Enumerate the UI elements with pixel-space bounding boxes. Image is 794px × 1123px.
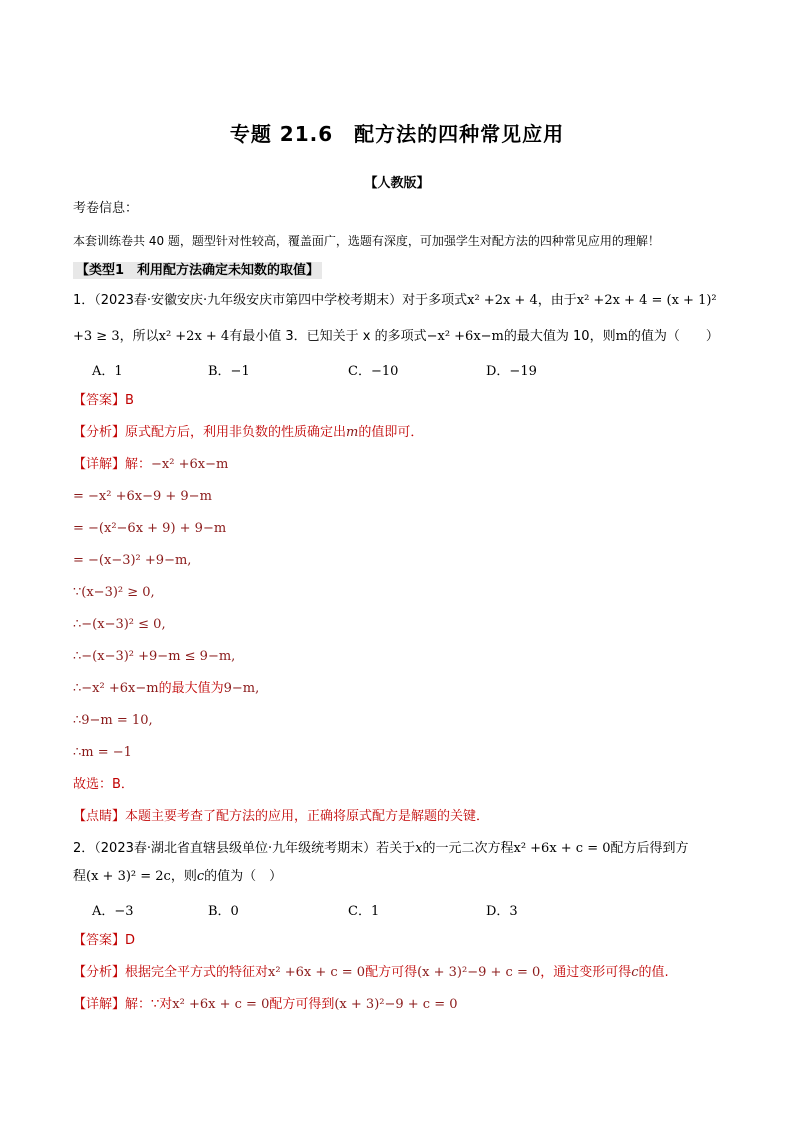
analysis-math: c bbox=[631, 965, 639, 980]
q1-text: 的值为（ ） bbox=[627, 329, 719, 344]
info-label: 考卷信息： bbox=[73, 201, 139, 216]
detail-math: x² +6x + c = 0 bbox=[172, 997, 270, 1012]
analysis-math: (x + 3)²−9 + c = 0 bbox=[417, 965, 541, 980]
detail-text: 配方可得到 bbox=[269, 997, 335, 1012]
q2-text: 配方后得到方 bbox=[610, 841, 689, 856]
q1-text: 1．（2023春·安徽安庆·九年级安庆市第四中学校考期末）对于多项式 bbox=[73, 293, 468, 308]
q1-step: ∴−(x−3)² +9−m ≤ 9−m, bbox=[73, 649, 236, 664]
q2-option-c: C．1 bbox=[348, 904, 380, 919]
analysis-math: x² +6x + c = 0 bbox=[268, 965, 366, 980]
analysis-text: 的值即可． bbox=[358, 425, 424, 440]
q1-option-a: A．1 bbox=[92, 364, 123, 379]
point-tag: 【点睛】 bbox=[73, 809, 126, 824]
q1-math: −x² +6x−m bbox=[426, 329, 504, 344]
q1-text: 的最大值为 10，则 bbox=[503, 329, 616, 344]
q1-step: = −x² +6x−9 + 9−m bbox=[73, 489, 212, 504]
q1-math: m bbox=[615, 329, 628, 344]
intro-text: 本套训练卷共 40 题，题型针对性较高，覆盖面广，选题有深度，可加强学生对配方法的四种常见应用的理解！ bbox=[73, 234, 660, 248]
point-text: 本题主要考查了配方法的应用，正确将原式配方是解题的关键． bbox=[125, 809, 490, 824]
q2-text: ，则 bbox=[170, 869, 197, 884]
q2-text: 的值为（ ） bbox=[204, 869, 283, 884]
step-math: 9−m, bbox=[223, 681, 260, 696]
q2-detail bbox=[73, 996, 458, 1014]
q1-stem-line1 bbox=[73, 292, 717, 310]
q1-step: ∴9−m = 10, bbox=[73, 713, 153, 728]
q1-detail-heading bbox=[73, 456, 228, 474]
q1-math: x² +2x + 4 bbox=[158, 329, 230, 344]
analysis-math: m bbox=[346, 425, 359, 440]
step-math: ∴−x² +6x−m bbox=[73, 681, 159, 696]
q2-option-d: D．3 bbox=[486, 904, 518, 919]
q2-text: 2．（2023春·湖北省直辖县级单位·九年级统考期末）若关于 bbox=[73, 841, 416, 856]
q1-option-c: C．−10 bbox=[348, 364, 399, 379]
q1-analysis bbox=[73, 424, 423, 442]
q2-analysis bbox=[73, 964, 669, 982]
detail-tag: 【详解】 bbox=[73, 997, 126, 1012]
analysis-text: 的值. bbox=[638, 965, 669, 980]
answer-tag: 【答案】 bbox=[73, 933, 126, 948]
q1-stem-line2 bbox=[73, 328, 719, 346]
q2-math: c bbox=[196, 869, 205, 884]
q2-text: 程 bbox=[73, 869, 87, 884]
analysis-tag: 【分析】 bbox=[73, 965, 126, 980]
q1-option-d: D．−19 bbox=[486, 364, 537, 379]
q2-stem-line1 bbox=[73, 840, 689, 858]
q1-answer bbox=[73, 392, 134, 410]
edition-label: 【人教版】 bbox=[364, 176, 430, 191]
q1-point bbox=[73, 808, 489, 826]
q1-step: = −(x²−6x + 9) + 9−m bbox=[73, 521, 227, 536]
analysis-text: 原式配方后，利用非负数的性质确定出 bbox=[125, 425, 347, 440]
q1-math: +3 ≥ 3 bbox=[73, 329, 120, 344]
q2-math: (x + 3)² = 2c bbox=[86, 869, 171, 884]
q1-math: x² +2x + 4 bbox=[467, 293, 538, 308]
q2-text: 的一元二次方程 bbox=[422, 841, 514, 856]
analysis-text: 根据完全平方式的特征对 bbox=[125, 965, 269, 980]
q1-step: ∴m = −1 bbox=[73, 745, 132, 760]
q2-stem-line2 bbox=[73, 868, 282, 886]
q1-text: ，所以 bbox=[119, 329, 159, 344]
detail-text: 解： bbox=[125, 457, 152, 472]
q1-math: x² +2x + 4 = (x + 1)² bbox=[576, 293, 717, 308]
q1-step: ∵(x−3)² ≥ 0, bbox=[73, 585, 155, 600]
answer-tag: 【答案】 bbox=[73, 393, 126, 408]
analysis-tag: 【分析】 bbox=[73, 425, 126, 440]
q1-step: = −(x−3)² +9−m, bbox=[73, 553, 192, 568]
q1-step: ∴−(x−3)² ≤ 0, bbox=[73, 617, 166, 632]
q1-step bbox=[73, 680, 259, 698]
section-heading bbox=[73, 262, 322, 280]
answer-value: B bbox=[125, 393, 134, 408]
detail-tag: 【详解】 bbox=[73, 457, 126, 472]
q2-answer bbox=[73, 932, 135, 950]
q1-option-b: B．−1 bbox=[208, 364, 250, 379]
section-1-title: 【类型1 利用配方法确定未知数的取值】 bbox=[73, 262, 322, 279]
detail-math: (x + 3)²−9 + c = 0 bbox=[334, 997, 458, 1012]
q1-text: 有最小值 3．已知关于 x 的多项式 bbox=[229, 329, 427, 344]
q1-text: ，由于 bbox=[537, 293, 577, 308]
answer-value: D bbox=[125, 933, 136, 948]
detail-math: −x² +6x−m bbox=[151, 457, 229, 472]
q2-option-b: B．0 bbox=[208, 904, 239, 919]
detail-text: 解：∵对 bbox=[125, 997, 173, 1012]
step-text: 的最大值为 bbox=[158, 681, 224, 696]
q2-math: x bbox=[415, 841, 423, 856]
q2-option-a: A．−3 bbox=[92, 904, 134, 919]
q2-math: x² +6x + c = 0 bbox=[513, 841, 611, 856]
q1-choose: 故选：B． bbox=[73, 777, 134, 792]
analysis-text: ，通过变形可得 bbox=[540, 965, 632, 980]
analysis-text: 配方可得 bbox=[365, 965, 418, 980]
page-title: 专题 21.6 配方法的四种常见应用 bbox=[229, 122, 565, 146]
